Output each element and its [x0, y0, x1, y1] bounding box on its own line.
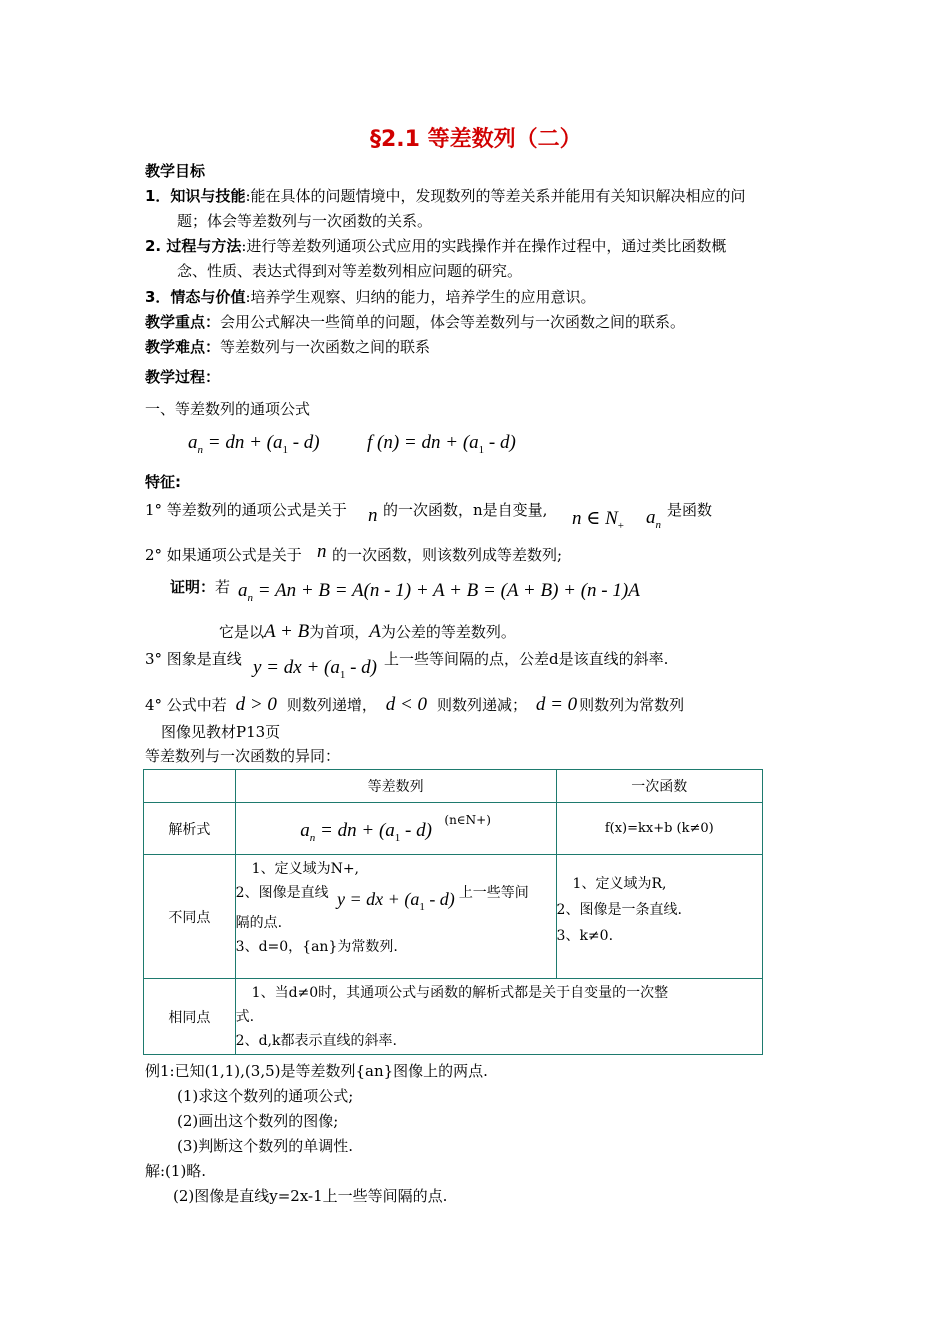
similarities-cell: [235, 979, 762, 1055]
func-differences-cell: [556, 855, 762, 979]
objective-1-line-2: 题；体会等差数列与一次函数的关系。: [177, 212, 433, 230]
objective-1-label: 1．知识与技能: [145, 187, 246, 205]
similarity-1b: 式.: [235, 1009, 255, 1025]
seq-diff-2-formula: [337, 889, 455, 913]
similarity-1a: 1、当d≠0时，其通项公式与函数的解析式都是关于自变量的一次整: [251, 985, 669, 1001]
feature-4-m3: d = 0: [535, 694, 578, 715]
feature-4-t3: 则数列为常数列: [579, 696, 685, 714]
formula-an-end: - d): [287, 432, 320, 453]
formula-fn-main: f (n) = dn + (a: [367, 432, 479, 453]
example-title: 例1:已知(1,1),(3,5)是等差数列{an}图像上的两点.: [145, 1062, 488, 1080]
func-diff-2: 2、图像是一条直线.: [556, 902, 682, 918]
func-expression: f(x)=kx+b (k≠0): [556, 803, 762, 855]
proof-label: 证明：: [170, 578, 216, 596]
table-corner-cell: [144, 770, 236, 803]
feature-4-line: [145, 694, 684, 716]
feature-2-text: 2° 如果通项公式是关于: [145, 546, 302, 564]
solution-2: (2)图像是直线y=2x-1上一些等间隔的点.: [173, 1187, 448, 1205]
col-header-func: 一次函数: [556, 770, 762, 803]
section1-heading: 一、等差数列的通项公式: [145, 400, 311, 418]
objective-3-line: [145, 286, 596, 307]
seq-diff-2-formula-end: - d): [424, 889, 455, 909]
seq-expression-sub: n: [309, 832, 316, 844]
proof-if: 若: [215, 578, 231, 596]
feature-3-formula-end: - d): [345, 657, 377, 678]
seq-expression-sub1: 1: [394, 832, 401, 844]
row-label-differences: 不同点: [144, 855, 236, 979]
formula-fn-sub1: 1: [478, 444, 485, 456]
similarity-2: 2、d,k都表示直线的斜率.: [235, 1033, 397, 1049]
feature-1-text: 1° 等差数列的通项公式是关于: [145, 501, 347, 519]
process-heading: 教学过程：: [145, 368, 221, 386]
feature-1-an-a: a: [646, 507, 656, 528]
objectives-heading: 教学目标: [145, 162, 206, 180]
seq-expression-a: a: [300, 820, 310, 841]
formula-an-a: a: [188, 432, 198, 453]
formula-fn: [367, 432, 516, 456]
example-q3: (3)判断这个数列的单调性.: [177, 1137, 354, 1155]
difficulty-text: 等差数列与一次函数之间的联系: [220, 338, 431, 356]
proof-line2-math2: A: [369, 621, 381, 642]
seq-expression-rest: = dn + (a: [315, 820, 395, 841]
objective-3-text: :培养学生观察、归纳的能力，培养学生的应用意识。: [245, 288, 596, 306]
table-row: [144, 770, 763, 803]
proof-formula: [238, 580, 640, 604]
page-title: §2.1 等差数列（二）: [370, 127, 582, 152]
feature-1-text3: 是函数: [667, 501, 713, 519]
seq-expression-cond: (n∈N+): [444, 813, 491, 827]
key-point-line: [145, 311, 685, 332]
difficulty-line: [145, 336, 430, 357]
seq-diff-1: 1、定义域为N+,: [251, 861, 360, 877]
proof-line2-b: 为首项，: [309, 623, 370, 641]
feature-1-domain-sub: +: [617, 520, 624, 532]
proof-line2-a: 它是以: [219, 623, 265, 641]
seq-expression: [300, 820, 432, 844]
feature-2-text2: 的一次函数，则该数列成等差数列;: [332, 546, 563, 564]
formula-an-rest: = dn + (a: [203, 432, 283, 453]
feature-3-text: 3° 图象是直线: [145, 650, 242, 668]
proof-prefix: [170, 576, 230, 597]
objective-2-line-2: 念、性质、表达式得到对等差数列相应问题的研究。: [177, 262, 523, 280]
seq-diff-3: 3、d=0，{an}为常数列.: [235, 939, 398, 955]
feature-3-formula-main: y = dx + (a: [253, 657, 340, 678]
formula-an-sub: n: [197, 444, 203, 456]
proof-formula-rest: = An + B = A(n - 1) + A + B = (A + B) + (n - 1)A: [253, 580, 640, 601]
feature-2-n: n: [317, 541, 327, 562]
key-point-text: 会用公式解决一些简单的问题，体会等差数列与一次函数之间的联系。: [220, 313, 686, 331]
feature-4-text: 4° 公式中若: [145, 696, 227, 714]
col-header-seq: 等差数列: [235, 770, 556, 803]
example-q1: (1)求这个数列的通项公式;: [177, 1087, 354, 1105]
objective-2-label: 2. 过程与方法: [145, 237, 242, 255]
seq-differences-cell: [235, 855, 556, 979]
proof-line-2: [219, 621, 516, 643]
seq-diff-2: [236, 881, 556, 911]
formula-an: [188, 432, 320, 456]
feature-3-formula-sub: 1: [339, 669, 346, 681]
table-row: [144, 803, 763, 855]
proof-line2-c: 为公差的等差数列。: [380, 623, 516, 641]
compare-table: [143, 769, 763, 1055]
example-q2: (2)画出这个数列的图像;: [177, 1112, 339, 1130]
objective-1-line-1: [145, 185, 746, 206]
feature-4-t1: 则数列递增，: [286, 696, 377, 714]
seq-expression-cell: [235, 803, 556, 855]
feature-1-n: n: [368, 505, 378, 526]
feature-4-m2: d < 0: [385, 694, 428, 715]
solution-1: 解:(1)略.: [145, 1162, 207, 1180]
proof-line2-math1: A + B: [264, 621, 310, 642]
objective-1-text-a: :能在具体的问题情境中，发现数列的等差关系并能用有关知识解决相应的问: [245, 187, 746, 205]
table-row: [144, 855, 763, 979]
feature-1-text2: 的一次函数，n是自变量,: [383, 501, 548, 519]
difficulty-label: 教学难点：: [145, 338, 221, 356]
row-label-similarities: 相同点: [144, 979, 236, 1055]
feature-1-an: [646, 507, 661, 531]
feature-3-text2: 上一些等间隔的点，公差d是该直线的斜率.: [384, 650, 669, 668]
compare-caption: 等差数列与一次函数的异同：: [145, 747, 341, 765]
objective-2-text-a: :进行等差数列通项公式应用的实践操作并在操作过程中，通过类比函数概: [241, 237, 727, 255]
proof-formula-a: a: [238, 580, 248, 601]
key-point-label: 教学重点：: [145, 313, 221, 331]
proof-formula-sub: n: [247, 592, 253, 604]
seq-expression-end: - d): [400, 820, 432, 841]
feature-4-m1: d > 0: [235, 694, 277, 715]
feature-4-t2: 则数列递减；: [437, 696, 528, 714]
formula-fn-end: - d): [484, 432, 516, 453]
feature-3-formula: [253, 657, 377, 681]
objective-2-line-1: [145, 235, 726, 256]
table-row: [144, 979, 763, 1055]
feature-1-domain: [572, 507, 624, 532]
feature-1-an-sub: n: [655, 519, 661, 531]
func-diff-3: 3、k≠0.: [556, 928, 614, 944]
func-diff-1: 1、定义域为R,: [572, 876, 667, 892]
seq-diff-2c: 隔的点.: [235, 915, 283, 931]
seq-diff-2-formula-sub: 1: [419, 901, 425, 913]
seq-diff-2a: 2、图像是直线: [235, 885, 329, 901]
row-label-expression: 解析式: [144, 803, 236, 855]
seq-diff-2b: 上一些等间: [458, 885, 529, 901]
feature-4-line-2: 图像见教材P13页: [161, 723, 281, 741]
objective-3-label: 3．情态与价值: [145, 288, 246, 306]
feature-1-domain-main: n ∈ N: [572, 508, 618, 529]
seq-diff-2-formula-main: y = dx + (a: [337, 889, 420, 909]
formula-an-sub1: 1: [282, 444, 288, 456]
features-heading: 特征:: [145, 473, 181, 491]
